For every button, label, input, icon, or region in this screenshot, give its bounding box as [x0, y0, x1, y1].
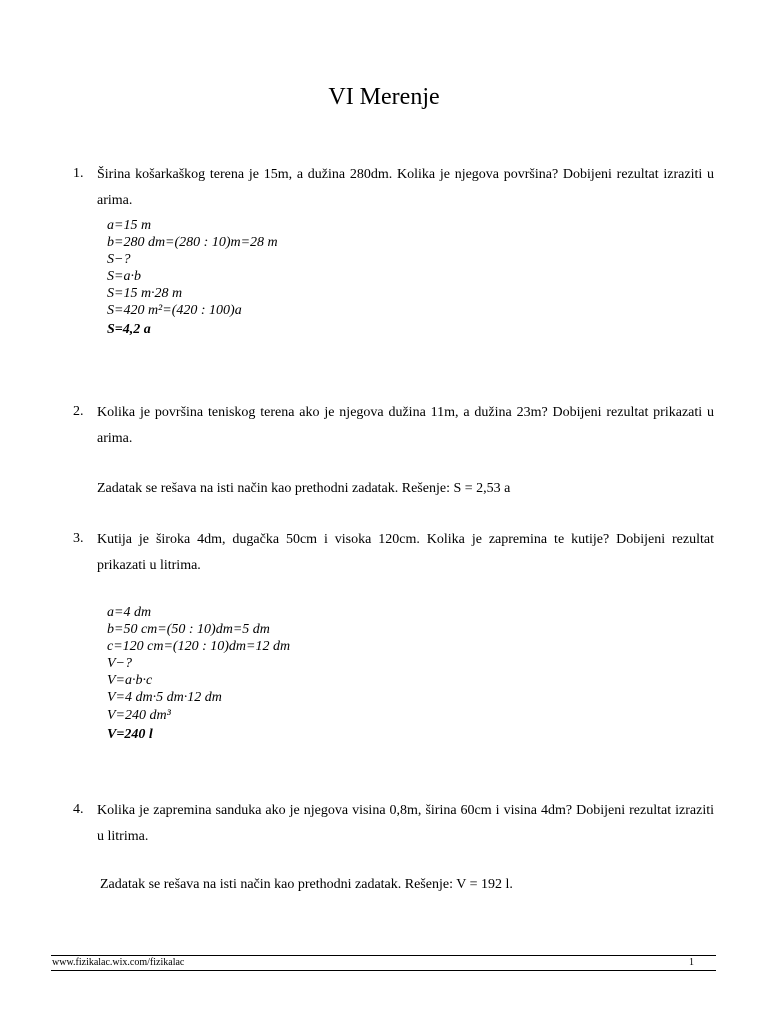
problem-number: 4.: [73, 802, 84, 817]
math-result: S=4,2 a: [107, 322, 151, 337]
problem-number: 3.: [73, 531, 84, 546]
problem-text: Kolika je zapremina sanduka ako je njegova visina 0,8m, širina 60cm i visina 4dm? Dobijeni rezultat izraziti u litrima.: [97, 803, 714, 844]
solution-note: Zadatak se rešava na isti način kao prethodni zadatak. Rešenje: V = 192 l.: [100, 877, 513, 892]
page-title: VI Merenje: [328, 84, 440, 110]
footer-rule-top: [51, 955, 716, 956]
problem-number: 1.: [73, 166, 84, 181]
math-line: a=15 m: [107, 218, 152, 233]
problem-text: Kutija je široka 4dm, dugačka 50cm i visoka 120cm. Kolika je zapremina te kutije? Dobijeni rezultat prikazati u litrima.: [97, 532, 714, 573]
solution-note: Zadatak se rešava na isti način kao prethodni zadatak. Rešenje: S = 2,53 a: [97, 481, 511, 496]
problem-text: Kolika je površina teniskog terena ako je njegova dužina 11m, a dužina 23m? Dobijeni rezultat prikazati u arima.: [97, 405, 714, 446]
footer-rule-bottom: [51, 970, 716, 971]
math-line: a=4 dm: [107, 605, 152, 620]
problem-text: Širina košarkaškog terena je 15m, a dužina 280dm. Kolika je njegova površina? Dobijeni rezultat izraziti u arima.: [97, 167, 714, 208]
math-line: V=4 dm·5 dm·12 dm: [107, 690, 222, 705]
problem-number: 2.: [73, 404, 84, 419]
footer-url[interactable]: www.fizikalac.wix.com/fizikalac: [52, 957, 185, 968]
math-line: b=50 cm=(50 : 10)dm=5 dm: [107, 622, 270, 637]
math-line: S=a·b: [107, 269, 141, 284]
math-line: S−?: [107, 252, 131, 267]
math-line: S=420 m²=(420 : 100)a: [107, 303, 242, 318]
math-line: V=240 dm³: [107, 708, 171, 723]
math-line: S=15 m·28 m: [107, 286, 183, 301]
math-line: V−?: [107, 656, 132, 671]
math-line: V=a·b·c: [107, 673, 153, 688]
math-line: b=280 dm=(280 : 10)m=28 m: [107, 235, 278, 250]
math-result: V=240 l: [107, 727, 153, 742]
math-line: c=120 cm=(120 : 10)dm=12 dm: [107, 639, 291, 654]
page-number: 1: [689, 957, 694, 968]
